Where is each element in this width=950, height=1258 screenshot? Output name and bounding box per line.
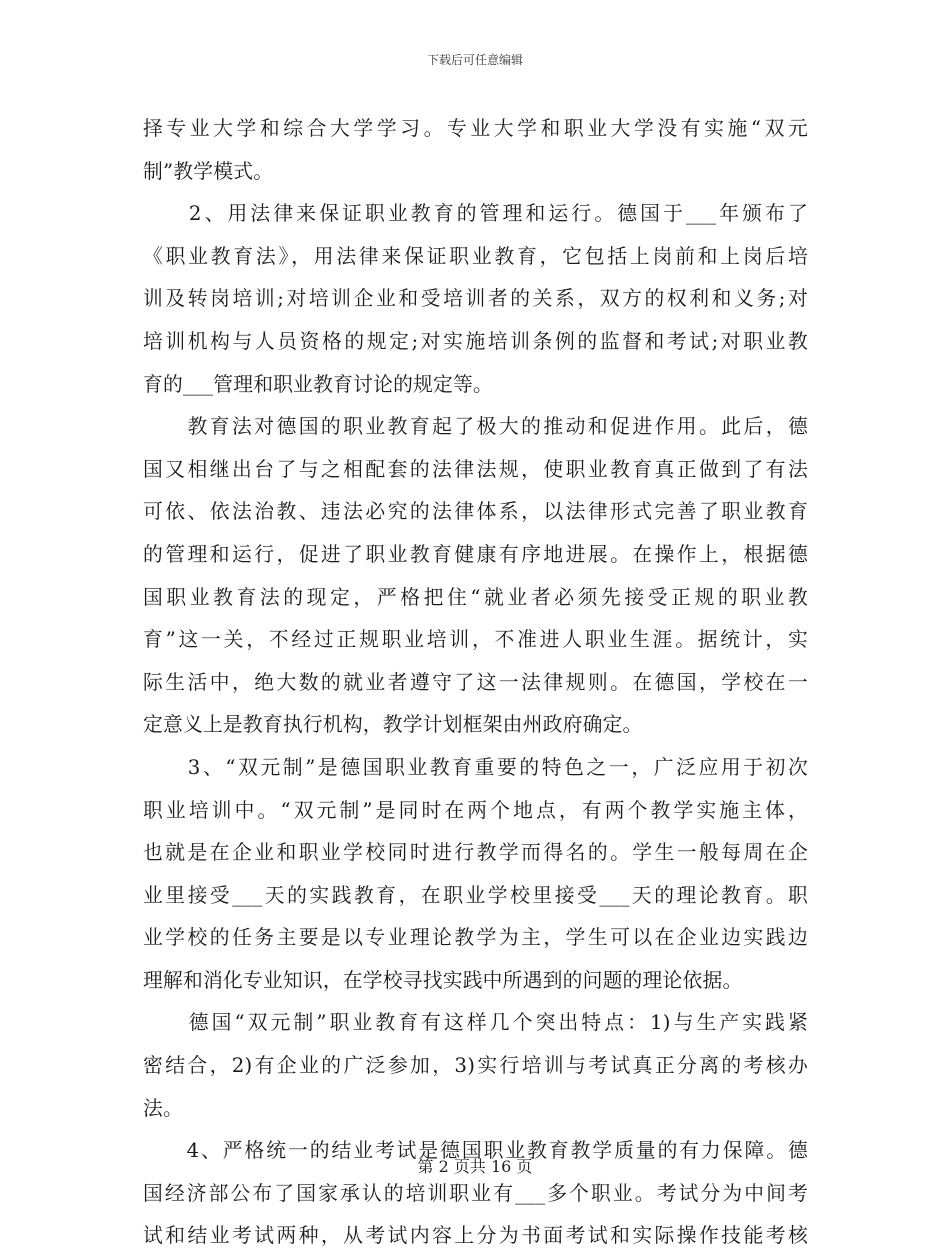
text-line: 理解和消化专业知识，在学校寻找实践中所遇到的问题的理论依据。 (143, 968, 743, 992)
text-line: 职业培训中。“双元制”是同时在两个地点，有两个教学实施主体， (143, 798, 808, 822)
text-line: 的管理和运行，促进了职业教育健康有序地进展。在操作上，根据德 (143, 542, 808, 566)
text-line: 育”这一关，不经过正规职业培训，不准进人职业生涯。据统计，实 (143, 628, 808, 652)
text-line: 也就是在企业和职业学校同时进行教学而得名的。学生一般每周在企 (143, 841, 808, 865)
text-line: 法。 (143, 1096, 183, 1120)
text-line: 德国“双元制”职业教育有这样几个突出特点：1)与生产实践紧 (143, 1011, 808, 1035)
text-line: 密结合，2)有企业的广泛参加，3)实行培训与考试真正分离的考核办 (143, 1054, 808, 1078)
text-line: 制”教学模式。 (143, 159, 274, 183)
text-line: 试和结业考试两种，从考试内容上分为书面考试和实际操作技能考核 (143, 1224, 808, 1248)
text-line: 国经济部公布了国家承认的培训职业有___多个职业。考试分为中间考 (143, 1181, 808, 1205)
page-number: 第 2 页共 16 页 (417, 1157, 533, 1176)
text-line: 择专业大学和综合大学学习。专业大学和职业大学没有实施“双元 (143, 117, 808, 140)
text-line: 教育法对德国的职业教育起了极大的推动和促进作用。此后，德 (143, 415, 808, 439)
text-line: 训及转岗培训;对培训企业和受培训者的关系，双方的权利和义务;对 (143, 287, 808, 311)
text-line: 2、用法律来保证职业教育的管理和运行。德国于___年颁布了 (143, 202, 808, 226)
page-header: 下载后可任意编辑 (426, 53, 523, 67)
text-line: 《职业教育法》，用法律来保证职业教育，它包括上岗前和上岗后培 (143, 244, 808, 268)
text-line: 培训机构与人员资格的规定;对实施培训条例的监督和考试;对职业教 (143, 329, 808, 353)
text-line: 业学校的任务主要是以专业理论教学为主，学生可以在企业边实践边 (143, 926, 808, 950)
text-line: 业里接受___天的实践教育，在职业学校里接受___天的理论教育。职 (143, 883, 808, 907)
text-line: 4、严格统一的结业考试是德国职业教育教学质量的有力保障。德 (143, 1139, 808, 1163)
text-line: 国又相继出台了与之相配套的法律法规，使职业教育真正做到了有法 (143, 457, 808, 481)
text-line: 可依、依法治教、违法必究的法律体系，以法律形式完善了职业教育 (143, 500, 808, 524)
document-body (143, 108, 808, 1258)
text-line: 育的___管理和职业教育讨论的规定等。 (143, 372, 493, 396)
text-line: 国职业教育法的现定，严格把住“就业者必须先接受正规的职业教 (143, 585, 808, 609)
text-line: 定意义上是教育执行机构，教学计划框架由州政府确定。 (143, 713, 643, 737)
text-line: 3、“双元制”是德国职业教育重要的特色之一，广泛应用于初次 (143, 755, 808, 779)
text-line: 际生活中，绝大数的就业者遵守了这一法律规则。在德国，学校在一 (143, 670, 808, 694)
